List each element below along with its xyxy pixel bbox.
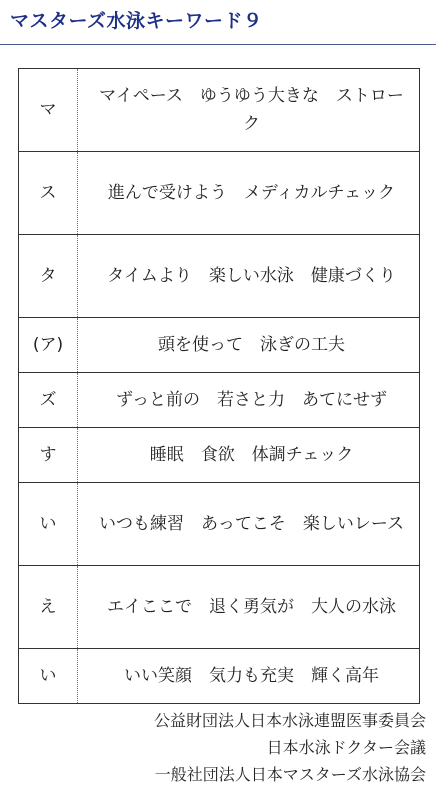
keyword-initial: い <box>19 649 78 704</box>
keyword-table <box>18 68 420 704</box>
table-row <box>19 428 420 483</box>
keyword-phrase: いつも練習 あってこそ 楽しいレース <box>78 483 420 566</box>
keyword-phrase: 進んで受けよう メディカルチェック <box>78 152 420 235</box>
table-row <box>19 235 420 318</box>
credit-org: 一般社団法人日本マスターズ水泳協会 <box>154 765 426 784</box>
page-title: マスターズ水泳キーワード９ <box>10 10 263 32</box>
keyword-initial: す <box>19 428 78 483</box>
keyword-phrase: タイムより 楽しい水泳 健康づくり <box>78 235 420 318</box>
credit-org: 日本水泳ドクター会議 <box>266 738 426 757</box>
keyword-initial: ス <box>19 152 78 235</box>
keyword-phrase: エイここで 退く勇気が 大人の水泳 <box>78 566 420 649</box>
keyword-phrase: 頭を使って 泳ぎの工夫 <box>78 318 420 373</box>
table-row <box>19 69 420 152</box>
table-row <box>19 649 420 704</box>
keyword-initial: タ <box>19 235 78 318</box>
keyword-initial: ズ <box>19 373 78 428</box>
page-header <box>0 0 436 45</box>
table-row <box>19 318 420 373</box>
credits <box>154 707 426 788</box>
credit-org: 公益財団法人日本水泳連盟医事委員会 <box>153 711 426 730</box>
keyword-phrase: マイペース ゆうゆう大きな ストローク <box>78 69 420 152</box>
table-row <box>19 483 420 566</box>
keyword-initial: え <box>19 566 78 649</box>
keyword-initial: (ア) <box>19 318 78 373</box>
keyword-phrase: 睡眠 食欲 体調チェック <box>78 428 420 483</box>
table-row <box>19 566 420 649</box>
table-row <box>19 373 420 428</box>
table-row <box>19 152 420 235</box>
keyword-phrase: いい笑顔 気力も充実 輝く高年 <box>78 649 420 704</box>
keyword-initial: い <box>19 483 78 566</box>
keyword-initial: マ <box>19 69 78 152</box>
keyword-phrase: ずっと前の 若さと力 あてにせず <box>78 373 420 428</box>
